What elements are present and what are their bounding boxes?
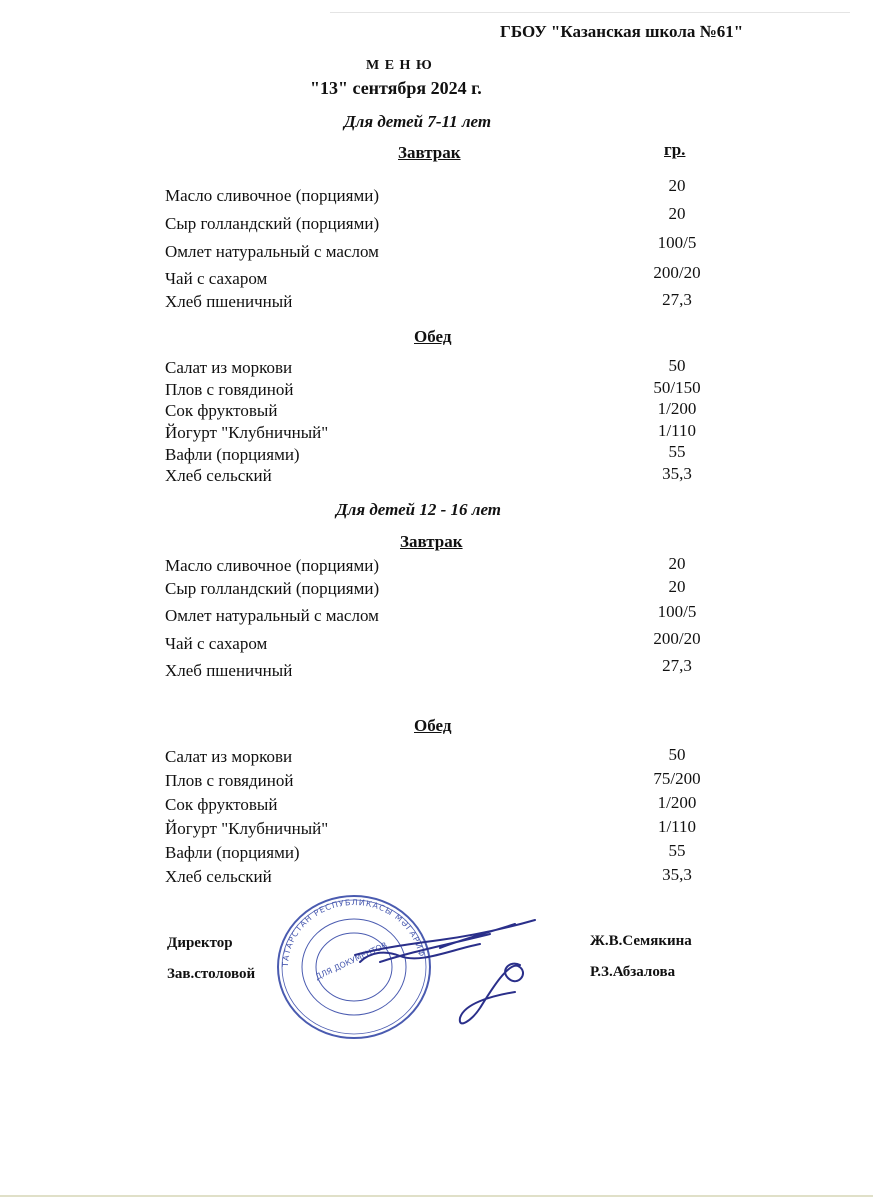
menu-item: Вафли (порциями) [165,445,300,464]
menu-item-qty: 50/150 [653,378,701,397]
breakfast-title: Завтрак [400,532,463,551]
menu-item-qty: 27,3 [662,656,692,675]
menu-item: Сок фруктовый [165,401,278,420]
menu-item: Хлеб сельский [165,867,272,886]
menu-item-qty: 1/200 [657,793,697,812]
menu-item: Масло сливочное (порциями) [165,556,379,575]
menu-item: Сыр голландский (порциями) [165,579,380,598]
age-group-title-12-16: Для детей 12 - 16 лет [336,500,502,519]
menu-item: Хлеб сельский [165,466,272,485]
director-role: Директор [167,935,233,951]
menu-item: Плов с говядиной [165,380,294,399]
stamp-inner-text: ДЛЯ ДОКУМЕНТОВ [313,940,389,982]
menu-item: Сыр голландский (порциями) [165,214,380,233]
menu-item: Вафли (порциями) [165,843,300,862]
stamp-outer-text: ТАТАРСТАН РЕСПУБЛИКАСЫ МӘГАРИФ [280,897,427,968]
menu-item: Салат из моркови [165,747,293,766]
scan-edge-line [330,12,850,13]
qty-column-header: гр. [664,140,686,159]
breakfast-title: Завтрак [398,143,461,162]
lunch-title: Обед [414,327,452,346]
menu-title: М Е Н Ю [366,58,433,73]
menu-item: Омлет натуральный с маслом [165,606,379,625]
menu-item-qty: 20 [668,176,686,195]
menu-item-qty: 1/110 [657,817,697,836]
menu-item: Йогурт "Клубничный" [165,819,329,838]
menu-item-qty: 55 [668,841,686,860]
age-group-title-7-11: Для детей 7-11 лет [344,112,492,131]
menu-item: Плов с говядиной [165,771,294,790]
menu-item: Масло сливочное (порциями) [165,186,379,205]
menu-item-qty: 200/20 [653,629,701,648]
menu-item-qty: 100/5 [657,233,697,252]
menu-item-qty: 20 [668,577,686,596]
menu-item-qty: 27,3 [662,290,692,309]
handwritten-signature [340,900,560,1035]
menu-item: Хлеб пшеничный [165,661,293,680]
school-name: ГБОУ "Казанская школа №61" [500,22,744,41]
menu-item: Салат из моркови [165,358,293,377]
scan-edge-line [0,1195,873,1197]
menu-item: Хлеб пшеничный [165,292,293,311]
menu-item: Сок фруктовый [165,795,278,814]
menu-item: Чай с сахаром [165,269,268,288]
menu-item-qty: 35,3 [662,464,692,483]
menu-item-qty: 100/5 [657,602,697,621]
menu-item-qty: 20 [668,554,686,573]
lunch-title: Обед [414,716,452,735]
menu-item-qty: 75/200 [653,769,701,788]
canteen-name: Р.З.Абзалова [590,964,676,980]
menu-item: Омлет натуральный с маслом [165,242,379,261]
canteen-role: Зав.столовой [167,966,256,982]
menu-item-qty: 1/200 [657,399,697,418]
menu-item-qty: 200/20 [653,263,701,282]
director-name: Ж.В.Семякина [590,933,692,949]
menu-item-qty: 35,3 [662,865,692,884]
menu-item-qty: 1/110 [657,421,697,440]
menu-item-qty: 50 [668,745,686,764]
menu-item-qty: 20 [668,204,686,223]
menu-item-qty: 50 [668,356,686,375]
menu-item: Йогурт "Клубничный" [165,423,329,442]
menu-date: "13" сентября 2024 г. [310,78,482,98]
menu-item: Чай с сахаром [165,634,268,653]
menu-item-qty: 55 [668,442,686,461]
